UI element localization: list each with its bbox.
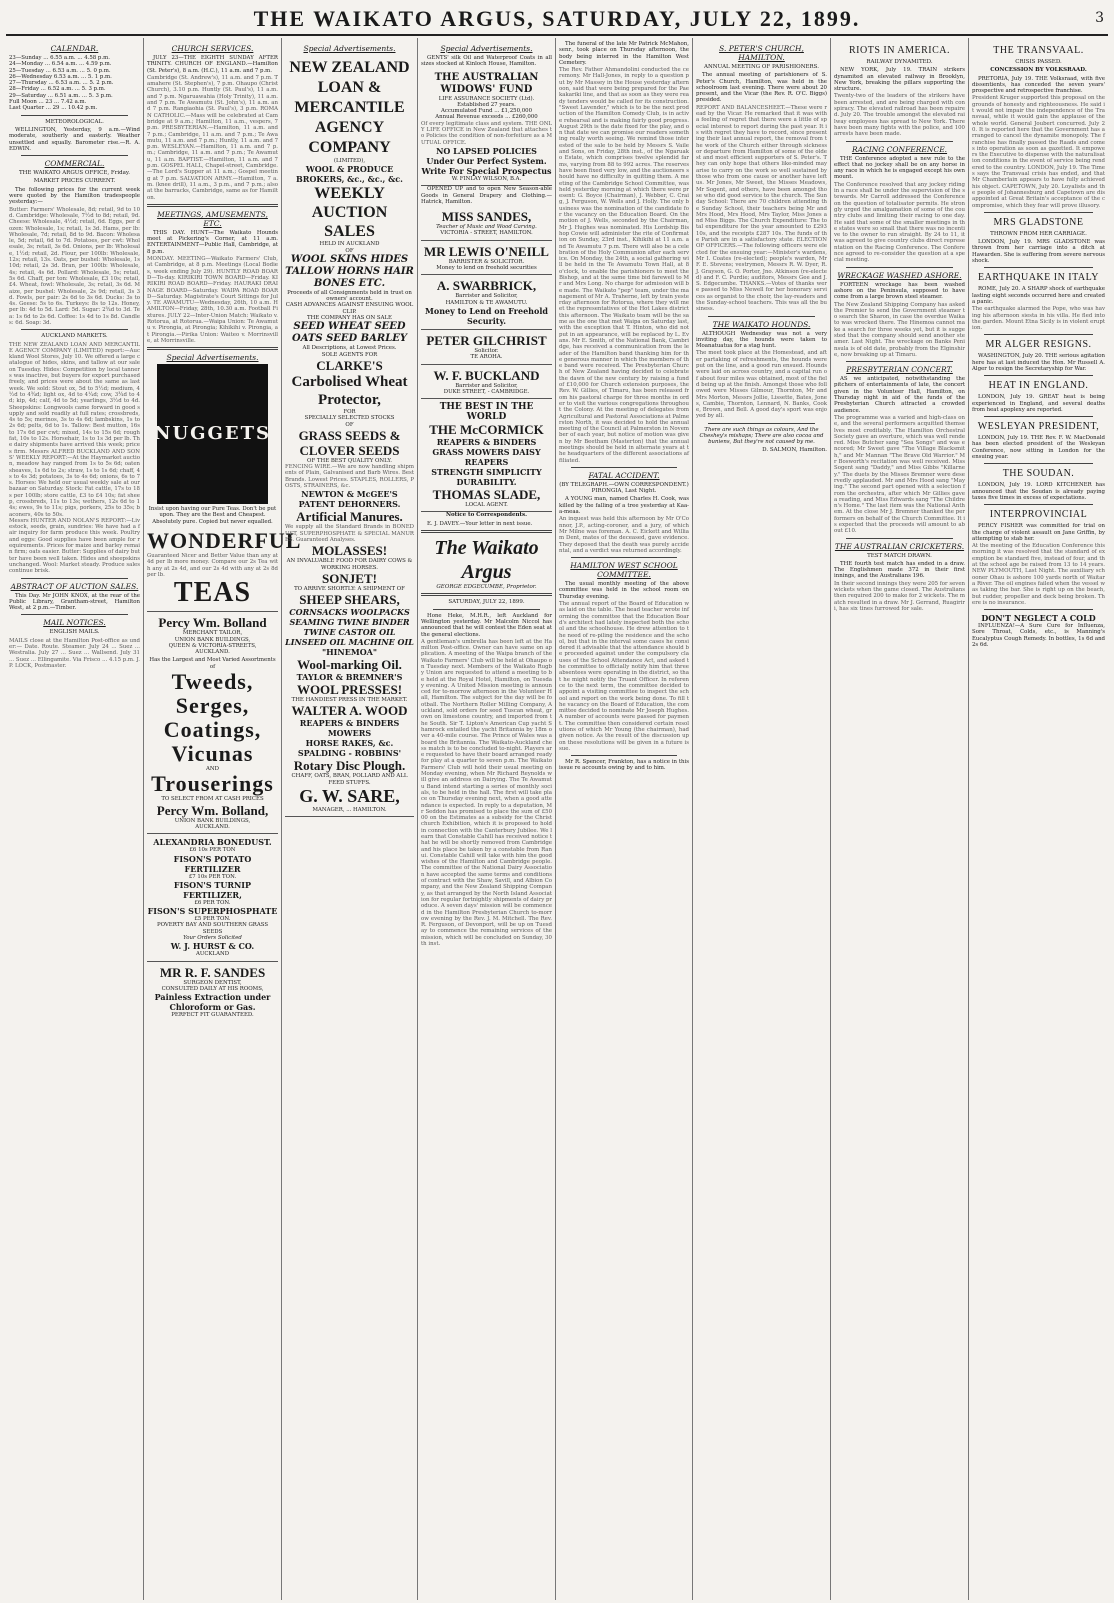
auckland-label-2: AUCKLAND.: [195, 823, 230, 830]
dentist-advertisement: [147, 962, 278, 1022]
body-text: The Conference resolved that any jockey riding in a race shall be under the supervision of the stewards. Mr Carroll addressed the Conference on the question of totalisator permits. He strongly urged the amalgamation of some of the country clubs and limiting their racing to one day. He said that some of the smaller meetings in the states were so small that there was no incentive to the owner to run straight. By 24 to 11, it was agreed to give country clubs direct representation on the Racing Conference. The Conference agreed to re-consider the question at a special meeting.: [834, 181, 965, 264]
newton-mcgee: NEWTON & McGEE'S: [301, 489, 398, 500]
divider: [846, 361, 953, 362]
alexandria-price: £6 10s PER TON: [189, 847, 236, 854]
of-label-2: OF: [345, 421, 354, 428]
riots-text: NEW YORK, July 19. TRAIN strikers dynamited an elevated railway in Brooklyn, New York, breaking the pillars supporting the structure.: [834, 67, 965, 93]
divider: [984, 375, 1093, 376]
walter-wood: WALTER A. WOOD: [291, 703, 408, 719]
soudan-heading: THE SOUDAN.: [1002, 468, 1075, 480]
calendar-heading: CALENDAR.: [50, 44, 99, 53]
mail-subheading: ENGLISH MAILS.: [49, 629, 100, 636]
of-label: OF: [345, 247, 354, 254]
wool-presses: WOOL PRESSES!: [296, 682, 403, 698]
widows-fund-title: THE AUSTRALIAN WIDOWS' FUND: [434, 71, 539, 95]
divider: [21, 115, 128, 116]
body-text: The earthquake alarmed the Pope, who was having his afternoon siesta in his villa. He fled into the garden. Mount Etna Sicily is in violent eruption.: [972, 306, 1105, 332]
nz-loan-title: NEW ZEALAND LOAN & MERCANTILE AGENCY COMPANY: [289, 59, 410, 156]
concession-sub: CONCESSION BY VOLKSRAAD.: [990, 67, 1087, 74]
presbyterian-concert-heading: PRESBYTERIAN CONCERT.: [846, 365, 953, 375]
church-services-heading: CHURCH SERVICES.: [171, 44, 254, 53]
alger-heading: MR ALGER RESIGNS.: [985, 339, 1092, 351]
strength-line: STRENGTH SIMPLICITY DURABILITY.: [431, 467, 542, 488]
spalding-robbins: SPALDING - ROBBINS': [297, 748, 402, 759]
soudan-text: LONDON, July 19. LORD KITCHENER has announced that the Soudan is already paying taxes five times in excess of expectations.: [972, 482, 1105, 501]
body-text: Twenty-two of the leaders of the strikers have been arrested, and are being charged with conspiracy. The elevated railroad has been repaired. July 20. The trouble amongst the elevated railway employees has spread to New York. There have been many fights with the police, and 100 arrests have been made.: [834, 93, 965, 138]
best-in-world: THE BEST IN THE WORLD: [439, 402, 534, 423]
meetings-text: THIS DAY. HUNT—The Waikato Hounds meet at Pickering's Corner, at 11 a.m. ENTERTAINMENT—Public Hall, Cambridge, at 8 p.m.: [147, 229, 278, 255]
nuggets-advertisement-image: NUGGETS: [157, 364, 268, 504]
masthead: [6, 0, 1108, 36]
divider: [433, 609, 540, 610]
solicitor-label: Solicitor.: [474, 347, 499, 354]
orders-solicited: Your Orders Solicited: [183, 935, 242, 941]
consignments-text: Proceeds of all Consignments held in trust on owners' account.: [287, 289, 412, 303]
body-text: The annual report of the Board of Education was laid on the table. The head teacher wrote informing the committee that the Education Board's architect had lately inspected both the school and the schoolhouse. He drew attention to the need of re-piling the residence and the school, but that in the interval some cases he considered it advisable that the attendance should be proceeded against under the compulsory clauses of the School Attendance Act, and asked the committee to officially notify him that three absentees were operating in the district, so that he might notify the Truant Officer. In reference to the next term, the committee decided to appoint a visiting committee to inspect the school and report on the work being done. To fill the vacancy on the Board of Education, the committee decided to nominate Mr Joseph Hughes. A number of accounts were passed for payment. The committee then considered certain resolutions of which Mr Young (the chairman), had given notice. As the result of the discussion upon these resolutions will be given in a future issue.: [559, 601, 689, 752]
body-text: Butter: Farmers' Wholesale, 8d; retail, 9d to 10d. Cambridge: Wholesale, 7½d to 8d; retail, 9d. Cheese: Wholesale, 4½d; retail, 6d. Eggs, per dozen: Wholesale, 1s; retail, 1s 3d. Hams, per lb: Wholesale, 7d; retail, 8d to 9d. Bacon: Wholesale, 5d; retail, 6d to 7d. Potatoes, per cwt: Wholesale, 3s; retail, 3s 6d. Onions, per lb: Wholesale, 1½d; retail, 2d. Flour, per 100lb: Wholesale, 12s; retail, 13s. Oats, per bushel: Wholesale, 1s 10d; retail, 2s 3d. Bran, per 100lb: Wholesale, 4s; retail, 4s 6d. Pollard: Wholesale, 5s; retail, 5s 6d. Chaff, per ton: Wholesale, £3 10s; retail, £4. Wheat, fowl: Wholesale, 3s; retail, 3s 6d. Maize, per bushel: Wholesale, 2s 9d; retail, 3s 3d. Fowls, per pair: 2s 6d to 3s 6d. Ducks: 3s to 4s. Geese: 5s to 6s. Turkeys: 8s to 12s. Honey, per lb: 4d to 5d. Lard: 5d. Sugar: 2¾d to 3d. Tea: 1s 6d to 2s 6d. Coffee: 1s 4d to 1s 8d. Candles: 6d. Soap: 3d.: [9, 206, 140, 326]
queen-victoria-streets: QUEEN & VICTORIA-STREETS,: [168, 642, 257, 649]
divider: [21, 155, 128, 156]
coatings-label: Coatings,: [163, 717, 262, 743]
notice-text: E. J. DAVEY.—Your letter in next issue.: [427, 520, 533, 527]
divider: [984, 504, 1093, 505]
te-aroha: TE AROHA.: [470, 354, 503, 361]
teas-heading: TEAS: [173, 577, 252, 609]
abstract-text: This Day. Mr JOHN KNOX, at the rear of the Public Library, Grantham-street, Hamilton West, at 2 p.m.—Timber.: [9, 592, 140, 612]
column-2: [144, 38, 302, 1600]
duke-street: DUKE STREET, - CAMBRIDGE.: [443, 388, 530, 395]
special-prospectus: Write For Special Prospectus: [421, 165, 552, 176]
heat-heading: HEAT IN ENGLAND.: [988, 380, 1089, 392]
descriptions: All Descriptions, at Lowest Prices.: [302, 345, 397, 352]
buckland-ad: [421, 365, 552, 400]
divider: [147, 347, 278, 350]
auckland-markets-heading: AUCKLAND MARKETS.: [41, 333, 108, 340]
church-text: JULY 23—THE EIGHTH SUNDAY AFTER TRINITY. CHURCH OF ENGLAND.—Hamilton (St. Peter's), 8 a.m. (H.C.), 11 a.m. and 7 p.m.: [147, 55, 278, 74]
column-7: [831, 38, 969, 1600]
divider: [846, 267, 953, 268]
salmon-signature: D. SALMON, Hamilton.: [762, 446, 827, 453]
gladstone-heading: MRS GLADSTONE: [993, 216, 1084, 228]
produce-list: WOOL SKINS HIDES TALLOW HORNS HAIR BONES ETC.: [285, 253, 414, 289]
invaluable-food: AN INVALUABLE FOOD FOR DAIRY COWS & WORKING HORSES.: [286, 558, 413, 571]
racing-text: THE Conference adopted a new rule to the effect that no jockey shall be on any horse in any race in which he is engaged except his own mount.: [834, 155, 965, 181]
divider: [421, 593, 552, 596]
presbyterian-text: AS we anticipated, notwithstanding the pitchers of entertainments of late, the concert given in the Volunteer Hall, Hamilton, on Thursday night in aid of the funds of the Presbyterian Church attracted a crowded audience.: [834, 376, 965, 414]
st-peters-sub: ANNUAL MEETING OF PARISHIONERS.: [704, 64, 819, 70]
body-text: Messrs HUNTER AND NOLAN'S REPORT:—Livestock, seeds, grain, sundries: We have had a fair inquiry for farm produce this week. Poultry and eggs: Good supplies have been ample for requirements. Prices for maize and barley remain firm; oats easier. Butter: Supplies of dairy butter have been well taken. Hides and sheepskins unchanged. Wool: Market steady. Produce sales continue brisk.: [9, 517, 140, 575]
grass-seeds-line: POVERTY BAY AND SOUTHERN GRASS SEEDS: [156, 922, 269, 935]
superphosphate: FISON'S SUPERPHOSPHATE: [147, 906, 278, 917]
drapery-ad: OPENED UP and to open New Season-able Goods in General Drapery and Clothing.—Hatrick, Hamilton.: [421, 186, 552, 205]
no-lapsed-policies: NO LAPSED POLICIES Under Our Perfect System.: [426, 145, 547, 166]
divider: [708, 316, 815, 317]
hinemoa: "HINEMOA": [321, 647, 378, 658]
patent-dehorners: PATENT DEHORNERS.: [298, 499, 401, 510]
body-text: THE NEW ZEALAND LOAN AND MERCANTILE AGENCY COMPANY (LIMITED) report:—Auckland Wool Stores, July 10. We offered a large catalogue of hides, skins, and tallow at our sale on Tuesday. Hides: Competition by local tanners was inactive, but buyers for export purchased freely, and prices were about the same as last week. We sold: Stout ox, 5d to 5½d; medium, 4½d to 4¾d; light ox, 4d to 4¼d; cow, 3¾d to 4d; kip, 4d; calf, 4d to 5d; yearlings, 3½d to 4d. Sheepskins: Longwools came forward in good supply and sold readily at full rates; crossbreds, 4s to 5s; merinos, 3s to 4s 6d; lambskins, 1s to 2s 6d; pelts, 6d to 1s. Tallow: Best mutton, 16s to 17s 6d per cwt; mixed, 14s to 15s 6d; rough fat, 10s to 12s. Horsehair, 1s to 1s 3d per lb. The dairy shipments have arrived this week; prices firm. Messrs ALFRED BUCKLAND AND SONS' WEEKLY REPORT:—At the Haymarket auction, meadow hay ranged from 1s to 5s 6d; oaten sheaves, 1s 6d to 2s; straw, 1s to 1s 6d; chaff, 4s to 4s 3d; potatoes, 3s to 4s 6d; onions, 6s to 7s. Horses: We held our usual weekly sale at our bazaar on Saturday. Stock: Fat cattle, 17s to 18s per 100lb; store cattle, £3 to £4 10s; fat sheep, crossbreds, 11s to 13s; wethers, 12s 6d to 14s; ewes, 9s to 11s; pigs, porkers, 25s to 35s; baconers, 40s to 50s.: [9, 341, 140, 518]
rotary-disc: Rotary Disc Plough.: [293, 758, 406, 774]
wreckage-text: FORTEEN wreckage has been washed ashore on the Peninsula, supposed to have come from a large brown steel steamer.: [834, 281, 965, 301]
widows-fund-advertisement: [421, 69, 552, 187]
interprovincial-heading: INTERPROVINCIAL: [989, 509, 1088, 521]
divider: [21, 329, 128, 330]
issue-date: SATURDAY, JULY 22, 1899.: [448, 599, 525, 606]
commercial-subheading: THE WAIKATO ARGUS OFFICE, Friday.: [18, 170, 131, 177]
divider: [571, 755, 677, 756]
body-text: A gentleman's umbrella has been left at the Hamilton Post-office. Owner can have same on application. A meeting of the Waipa branch of the Waikato Farmers' Club will be held at Ohaupo on Tuesday next. Members of the Waikato Rugby Union are requested to attend a meeting to be held at the Royal Hotel, Hamilton, on Tuesday evening. A United Mission meeting is announced for to-morrow afternoon in the Volunteer Hall, Hamilton. The subject for the day will be football. The Northern Roller Milling Company, Auckland, sold orders for seed Tuscan wheat, grown on limestone country, and imported from the South. Sir T. Lipton's American Cup yacht Shamrock entailed the yacht Britannia by 18m over a 40-mile course. The Prince of Wales was aboard the Britannia. The Waikato-Auckland chess match is to be concluded to-night. Players are requested to have their board arranged ready for play at a quarter to seven p.m. The Waikato Farmers' Club will hold their usual meeting on Monday evening, when Mr Richard Reynolds will give an address on Dairying. The Te Awamutu Band intend starting a series of monthly socials, to be held in the hall. The first will take place on Thursday evening next, when a good attendance is expected. In reply to a deputation, Mr Seddon has promised to place the sum of £5000 on the Estimates as a subsidy for the Christchurch Exhibition, which it is proposed to hold in connection with the Canterbury Jubilee. We learn that Constable Cahill has received notice that he will be shortly removed from Cambridge and his place be taken by a constable from Ranui. Constable Cahill will take with him the good wishes of the Hamilton and Cambridge people. The committee of the National Dairy Association have accepted the same terms and conditions of contract with the Shaw, Savill, and Albion Company, and the New Zealand Shipping Company, as that arranged by the North Island Association for regular fortnightly shipments of dairy produce. A seven days' mission will be commenced in the Hamilton Presbyterian Church to-morrow evening by the Rev. J. M. Mitchell. The Rev. R. Ferguson, of Devonport, will be up on Tuesday to commence the remaining services of the mission, which will be concluded on Sunday, 30th inst.: [421, 638, 552, 948]
column-6: [693, 38, 831, 1600]
market-heading: MARKET PRICES CURRENT.: [33, 178, 116, 185]
chaff-oats: CHAFF, OATS, BRAN, POLLARD AND ALL FEED STUFFS.: [291, 773, 408, 786]
divider: [421, 530, 552, 533]
spencer-notice: Mr R. Spencer, Frankton, has a notice in this issue re accounts owing by and to him.: [559, 759, 689, 772]
seeds-list: SEED WHEAT SEED OATS SEED BARLEY: [292, 321, 407, 345]
arrive-shortly: TO ARRIVE SHORTLY: A SHIPMENT OF: [294, 585, 405, 592]
vicunas-label: Vicunas: [171, 741, 254, 767]
page-number: 3: [1095, 10, 1104, 26]
moon-row: Full Moon ... 23 ... 7.42 a.m.: [9, 99, 87, 106]
wesleyan-text: LONDON, July 19. THE Rev. F. W. MacDonald has been elected president of the Wesleyan Conference, now sitting in London for the ensuing year.: [972, 435, 1105, 461]
riots-sub: RAILWAY DYNAMITED.: [866, 59, 933, 65]
artificial-manures: Artificial Manures.: [296, 509, 403, 525]
annual-revenue: Annual Revenue exceeds ... £260,000: [435, 114, 538, 121]
serges-label: Serges,: [175, 693, 250, 719]
handiest-press: THE HANDIEST PRESS IN THE MARKET.: [291, 697, 408, 704]
swarbrick-name: A. SWARBRICK,: [436, 278, 537, 294]
fatal-accident-text: A YOUNG man, named Charles H. Cook, was killed by the falling of a tree yesterday at Kaa-a-meaa.: [559, 496, 689, 516]
divider: [984, 212, 1093, 213]
body-text: The programme was a varied and high-class one, and the several performers acquitted themselves most creditably. The Hamilton Orchestral Society gave an overture, which was well rendered. Miss Butcher sang "Sea Songs" and was encored; Mr Sweet gave "The Village Blacksmith," and Mr Mannan "The Brave Old Warrior." Mr Bosworth's recitation was well received. Miss Sogent sang "Daddy," and Miss Gibbs "Killarney." The duets by the Misses Bremner were deservedly applauded. Mr and Mrs Hood sang "Maying." The second part opened with a selection from the orchestra, after which Mr Gillies gave a reading, and Miss Edwards sang "The Children's Home." The last item was the National Anthem. At the close Mr J. Bremner thanked the performers on behalf of the Church Committee. It is expected that the proceeds will amount to about £10.: [834, 414, 965, 535]
and-label: AND: [206, 766, 219, 773]
body-text: Cambridge (St. Andrew's), 11 a.m. and 7 p.m. Tamahere (St. Stephen's), 7 p.m. Ohaupo (Christ Church), 3.10 p.m. Huntly (St. Paul's), 11 a.m. and 7 p.m. Ngaruawahia (Holy Trinity), 11 a.m. and 7 p.m. Te Awamutu (St. John's), 11 a.m. and 7 p.m. Rangiaohia (St. Paul's), 3 p.m. ROMAN CATHOLIC.—Mass will be celebrated at Cambridge at 9 a.m.; Hamilton, 11 a.m., vespers, 7 p.m. PRESBYTERIAN.—Hamilton, 11 a.m. and 7 p.m.; Cambridge, 11 a.m. and 7 p.m.; Te Awamutu, 11 a.m. and 7 p.m.; Huntly, 11 a.m. and 7 p.m. WESLEYAN.—Hamilton, 11 a.m. and 7 p.m.; Cambridge, 11 a.m. and 7 p.m.; Te Awamutu, 11 a.m. BAPTIST.—Hamilton, 11 a.m. and 7 p.m. GOSPEL HALL, Chapel-street, Cambridge.—The Lord's Supper at 11 a.m.; Gospel meeting at 7 p.m. SALVATION ARMY.—Hamilton, 7 a.m. (knee drill), 11 a.m., 3 p.m., and 7 p.m.; also at the barracks, Cambridge, same as for Hamilton.: [147, 74, 278, 201]
body-text: REPORT AND BALANCESHEET.—These were read by the Vicar. He remarked that it was with a feeling of regret that there were a little of special interest to report during the past year. It is with regret they have to record, since presenting their last annual report, the removal from the work of the Church either through sickness or departure from Hamilton of some of the oldest and most efficient supporters of S. Peter's. They can only hope that others like-minded may arise to carry on the work so well sustained by those who from one cause or another have left us. Mr Jones, Mr Sweet, the Misses Meadows, Mr Sogent, and others, have been amongst those who did good service to the church. The Sunday School: There are 70 children attending the Sunday School, their teachers being Mr and Mrs Hood, Mrs Hood, Mrs Taylor, Miss Jones and Miss Biggs. The Church Expenditure: The total expenditure for the year amounted to £293 10s, and the receipts £287 10s. The funds of the Parish are in a satisfactory state. ELECTION OF OFFICERS.—The following officers were elected for the ensuing year:—Minister's wardens, Mr I. Coates (re-elected); people's warden, Mr F. E. Stevens; vestrymen, Messrs R. W. Dyer, R. J. Grayson, G. O. Porter, Jno. Atkinson (re-elected) and F. C. Purdie; auditors, Messrs Gee and J. S. Edgecumbe. THANKS.—Votes of thanks were passed to Miss Newell for her honorary services as organist to the choir, the lay-readers and the Sunday-school teachers. This was all the business.: [696, 104, 827, 313]
transvaal-heading: THE TRANSVAAL.: [993, 45, 1084, 56]
argus-title: The Waikato Argus: [434, 537, 539, 584]
column-3: [282, 38, 418, 1600]
select-label: TO SELECT FROM AT CASH PRICES: [161, 796, 264, 803]
cornsacks-list: CORNSACKS WOOLPACKS SEAMING TWINE BINDER TWINE CASTOR OIL LINSEED OIL MACHINE OIL: [285, 607, 414, 648]
alger-text: WASHINGTON, July 20. THE serious agitation here has at last induced the Hon. Mr Russell A. Alger to resign the Secretaryship for War.: [972, 353, 1105, 372]
swarbrick-sub: Barrister and Solicitor,: [455, 293, 518, 300]
test-match-sub: TEST MATCH DRAWN.: [867, 552, 932, 559]
divider: [984, 416, 1093, 417]
mccormick-ad: [421, 399, 552, 512]
column-4: [418, 38, 556, 1600]
clarkes-label: CLARKE'S: [316, 357, 383, 373]
assortment-text: Has the Largest and Most Varied Assortments of: [149, 657, 276, 670]
body-text: The Rev. Father Ahmandolini conducted the ceremony. Mr Hall-Jones, in reply to a question put by Mr Massey in the House yesterday afternoon, said that were being prepared for the Paekakariki line, and that as soon as they were ready tenders would be called for its construction. "Sweet Lavender," which is to be the next production of the Hamilton Comedy Club, is in active rehearsal and is making fairly good progress. August 29th is the date fixed for the play, and on that date we can promise our readers something really worth seeing. We remind those interested of the sale to be held by Messrs S. Vaile and Sons, on Friday, 28th inst., of the Ngaruako Estate, which comprises twelve splendid farms, varying from 88 to 992 acres. The reserves have been fixed very low, and the auctioneers should have no difficulty in quitting them. A meeting of the Cambridge School Committee, was held yesterday morning at which there were present: G. Boyce (Chairman), J. Webber, C. Craig, J. Ferguson, W. Wells and J. Holly. The only business was the nomination of the candidate for the vacancy on the Education Board. On the motion of J. Wells, seconded by the Chairman, Mr J. Hughes was nominated. His Lordship Bishop Cowie will administer the rite of Confirmation on Sunday, 23rd inst., Kihikihi at 11 a.m. and Te Awamutu 7 p.m. There will also be a celebration of the Holy Communion after each service. On Monday, the 24th, a social gathering will be held in the Te Awamutu Town Hall, at 8 o'clock, to enable the parishioners to meet the Bishop, and at the same time bid farewell to Mr and Mrs Long. No charge for admission will be made. The Waikato "pep" team, under the management of Mr A. Traherne, left by train yesterday afternoon for Rotorua, where they will meet the representatives of the Hot Lakes district this afternoon. The Waikato team will be the same as the one that met Waipa on Saturday last, with the exception that T. Hinton, who did not put in an appearance, will be replaced by L. Evans. Mr E. Smith, of the National Bank, Cambridge, has received a communication from the leader of the Hamilton band thanking him for the generous manner in which the members of the band were received. The Presbyterian Church of New Zealand having decided to celebrate the dawn of the new century by raising a fund of £10,000 for Church extension purposes, the Rev. W. Gillies, of Timaru, has been released from his pastoral charge for three months in order to visit the various congregations throughout the Colony. At the meeting of delegates from Agricultural and Pastoral Associations at Palmerston North, it was decided to hold the annual meeting of the Council at Palmerston in November of each year, but notice of motion was given by Mr Beetham (Masterton) that the annual meetings should be held in alternate years at the headquarters of the different associations affiliated.: [559, 67, 690, 464]
perfect-fit: PERFECT FIT GUARANTEED.: [171, 1012, 254, 1019]
market-text: The following prices for the current week were quoted by the Hamilton tradespeople yesterday:—: [9, 186, 140, 206]
bolland-advertisement: [147, 612, 278, 834]
auckland-label: AUCKLAND.: [195, 649, 230, 656]
crisis-passed: CRISIS PASSED.: [1015, 59, 1062, 65]
miss-sandes: MISS SANDES,: [441, 209, 532, 225]
barrister-label: BARRISTER & SOLICITOR.: [448, 258, 525, 265]
local-agent: LOCAL AGENT.: [465, 502, 508, 509]
body-text: The New Zealand Shipping Company has asked the Premier to send the Government steamer to search the Sharon, in case the overdue Waikato was wrecked there. The Hinemoa cannot make a search for three weeks yet, but it is suggested that the company should send another steamer. Last Night. The wreckage on Banks Peninsula is of old date, probably from the Elginshire, now breaking up at Timaru.: [834, 301, 966, 358]
sheep-shears: SHEEP SHEARS,: [299, 592, 400, 608]
body-text: The meet took place at the Homestead, and after partaking of refreshments, the hounds were put on the line, and a good run ensued. Hounds were laid on across country, and a capital run of about four miles was obtained, most of the field being up at the finish. Amongst those who followed were Misses Gilmour, Thornton, Mr and Mrs Morton, Messrs Jollie, Lissette, Bates, Jones, Cambie, Thornton, Lennard, N. Banks, Cooke, Brown, and Bell. A good day's sport was enjoyed by all.: [696, 350, 827, 420]
divider: [21, 614, 128, 615]
st-peters-text: The annual meeting of parishioners of S. Peter's Church, Hamilton, was held in the schoolroom last evening. There were about 20 present, and the Vicar (the Rev. R. O'C. Biggs) presided.: [696, 72, 827, 104]
hurst-town: AUCKLAND: [195, 951, 230, 958]
thomas-slade: THOMAS SLADE,: [432, 487, 541, 503]
newspaper-title: THE WAIKATO ARGUS, SATURDAY, JULY 22, 1899.: [253, 6, 861, 31]
gladstone-sub: THROWN FROM HER CARRIAGE.: [990, 230, 1087, 237]
divider: [846, 538, 953, 539]
gents-coats-ad: GENTS' silk Oil and Waterproof Coats in all sizes stocked at Kinloch House, Hamilton.: [421, 55, 552, 68]
taylor-bremner: TAYLOR & BREMNER'S: [296, 672, 403, 683]
newspaper-page: [6, 0, 1108, 1603]
divider: [984, 267, 1093, 268]
special-ads-heading: Special Advertisements.: [166, 353, 259, 363]
widows-fund-est: Established 27 years.: [457, 101, 516, 108]
union-bank-buildings: UNION BANK BUILDINGS,: [174, 636, 251, 643]
calendar-row: 25—Tuesday ... 6.53 a.m. ... 5. 0 p.m.: [9, 67, 111, 74]
wesleyan-heading: WESLEYAN PRESIDENT,: [977, 421, 1100, 433]
body-text: FENCING WIRE.—We are now handling shipments of Plain, Galvanised and Barb Wires. Best Brands. Lowest Prices. STAPLES, ROLLERS, POSTS, STRAINERS, &c.: [285, 464, 414, 490]
mail-notices-heading: MAIL NOTICES.: [43, 618, 106, 628]
body-text: Guaranteed Nicer and Better Value than any at 4d per lb more money. Compare our 2s Tea with any at 2s 4d, and our 2s 4d with any at 2s 8d per lb.: [147, 553, 278, 578]
cricketers-heading: THE AUSTRALIAN CRICKETERS.: [834, 541, 965, 551]
company-has: THE COMPANY HAS ON SALE: [307, 315, 392, 322]
body-text: An inquest was held this afternoon by Mr O'Connor, J.P., acting-coroner, and a jury, of which Mr Milne was foreman. A. C. Eickett and William Dent, mates of the deceased, gave evidence. They deposed that the death was purely accidental, and a verdict was returned accordingly.: [559, 516, 689, 554]
body-text: MONDAY. MEETING—Waikato Farmers' Club, at Cambridge, at 8 p.m. Meetings (Local Bodies, week ending July 29). HUNTLY ROAD BOARD—To-day. KIRIKIRI TOWN BOARD—Friday. KIRIKIRI ROAD BOARD—Friday. HAURAKI DRAINAGE BOARD—Saturday. WAIPA ROAD BOARD—Saturday. Magistrate's Court Sittings for July. TE AWAMUTU—Wednesday, 26th, 10 a.m. HAMILTON—Friday, 28th, 10.30 a.m. Football Fixtures. JULY 22—Inter-Union Match: Waikato v. Rotorua, at Rotorua.—Waipa Union: Te Awamutu v. Pirongia, at Pirongia; Kihikihi v. Pirongia, at Pirongia.—Pirika Union: Waiteo v. Morrinsville, at Morrinsville.: [147, 256, 278, 344]
body-text: Of every legitimate class and system. THE ONLY LIFE OFFICE in New Zealand that attaches to Policies the condition of non-forfeiture as a MUTUAL OFFICE.: [421, 120, 552, 146]
calendar-row: 23—Sunday ... 6.55 a.m. ... 4.58 p.m.: [9, 55, 110, 61]
heat-text: LONDON, July 19. GREAT heat is being experienced in England, and several deaths from heat apoplexy are reported.: [972, 394, 1105, 413]
column-1: [6, 38, 144, 1600]
potato-price: £7 10s PER TON.: [188, 873, 237, 880]
tea-advertisement: [147, 526, 302, 612]
divider: [21, 578, 128, 579]
calendar-row: 24—Monday ... 6.54 a.m. ... 4.59 p.m.: [9, 61, 112, 68]
best-quality: OF THE BEST QUALITY ONLY.: [307, 457, 392, 464]
interprovincial-text: PERCY FISHER was committed for trial on the charge of violent assault on Jane Griffin, by attempting to stab her.: [972, 523, 1105, 542]
victoria-street: VICTORIA - STREET, HAMILTON.: [440, 230, 533, 237]
proprietor-line: GEORGE EDGECUMBE, Proprietor.: [436, 584, 537, 591]
mowers-label: MOWERS: [327, 728, 372, 739]
accumulated-fund: Accumulated Fund ... £1,250,000: [440, 108, 532, 115]
fatal-accident-sub: (BY TELEGRAPH.—OWN CORRESPONDENT.) PIRONGIA, Last Night.: [559, 481, 689, 495]
molasses: MOLASSES!: [311, 543, 388, 559]
gladstone-text: LONDON, July 19. MRS GLADSTONE was thrown from her carriage into a ditch at Hawarden. She is suffering from severe nervous shock.: [972, 239, 1105, 265]
notice-heading: Notice to Correspondents.: [445, 512, 528, 519]
percy-bolland-name: Percy Wm. Bolland: [158, 615, 267, 631]
divider: [984, 609, 1093, 610]
body-text: In their second innings they were 205 for seven wickets when the game closed. The Australians then required 200 to make for 2 wickets. The match resulted in a draw. Mr J. Gerrand, Ruagiriri, has six tines furrowed for sale.: [834, 580, 965, 612]
moon-row: Last Quarter ... 29 ... 10.42 p.m.: [9, 105, 98, 112]
horse-rakes: HORSE RAKES, &c.: [305, 738, 394, 749]
divider: [846, 141, 953, 142]
alexandria-bonedust: ALEXANDRIA BONEDUST.: [153, 837, 272, 848]
lead-text: Hone Heke, M.H.R., left Auckland for Wellington yesterday. Mr Malcolm Niccol has announced that he will contest the Eden seat at the general elections.: [421, 612, 552, 638]
sonjet: SONJET!: [322, 570, 377, 586]
money-lend: Money to lend on freehold securities: [436, 265, 537, 272]
st-peters-heading: S. PETER'S CHURCH, HAMILTON.: [719, 44, 804, 62]
sare-name: G. W. SARE,: [299, 786, 400, 807]
tweeds-label: Tweeds,: [171, 669, 254, 695]
calendar-row: 28—Friday ... 6.52 a.m. ... 5. 3 p.m.: [9, 86, 106, 93]
special-ads-heading: Special Advertisements.: [303, 44, 396, 53]
union-bank-buildings-2: UNION BANK BUILDINGS,: [174, 817, 251, 824]
body-text: We supply all the Standard Brands in BONEDUST, SUPERPHOSPHATE & SPECIAL MANURES. Guaranteed Analyses.: [285, 524, 414, 543]
limited-label: (LIMITED),: [333, 158, 366, 164]
sole-agents: SOLE AGENTS FOR: [321, 351, 378, 358]
fatal-accident-heading: FATAL ACCIDENT.: [588, 470, 660, 480]
manager-label: MANAGER, ... HAMILTON.: [312, 807, 387, 814]
potato-fertilizer: FISON'S POTATO FERTILIZER: [173, 853, 252, 874]
weekly-auction: WEEKLY AUCTION SALES: [311, 185, 388, 241]
cricket-text: THE fourth test match has ended in a draw. The Englishmen made 372 in their first innings, and the Australians 196.: [834, 560, 965, 580]
cash-advances: CASH ADVANCES AGAINST ENSUING WOOL CLIP.: [285, 302, 414, 315]
carbolised-protector: Carbolised Wheat Protector,: [291, 373, 408, 408]
verse-text: There are such things as colours, And the Cheshey's mishaps; There are also cocoa and buniens, But they're not caused by me.: [699, 426, 824, 446]
divider: [571, 557, 677, 558]
buckland-name: W. F. BUCKLAND: [433, 367, 540, 383]
swarbrick-ad: [421, 275, 552, 330]
nz-loan-advertisement: [285, 55, 414, 817]
earthquake-heading: EARTHQUAKE IN ITALY: [978, 272, 1099, 284]
nuggets-caption: Insist upon having our Pure Teas. Don't be put upon. They are the Best and Cheapest. Absolutely pure. Copied but never equalled.: [148, 506, 277, 525]
earthquake-text: ROME, July 20. A SHARP shock of earthquake lasting eight seconds occurred here and created a panic.: [972, 286, 1105, 305]
wonderful-heading: WONDERFUL: [147, 528, 302, 554]
agent-name: W. FINLAY WILSON, B.A.: [451, 175, 522, 182]
mccormick-title: THE McCORMICK: [429, 422, 544, 438]
wool-marking-oil: Wool-marking Oil.: [297, 657, 402, 673]
buckland-sub: Barrister and Solicitor,: [455, 382, 518, 389]
special-ads-heading: Special Advertisements.: [440, 44, 533, 53]
lewis-oneill: MR LEWIS O'NEILL: [424, 243, 549, 259]
swarbrick-money: Money to Lend on Freehold Security.: [425, 305, 548, 326]
transvaal-text: PRETORIA, July 19. THE Volksraad, with five dissentients, has conceded the seven years' prospective and retrospective franchise.: [972, 75, 1105, 95]
body-text: MAILS close at the Hamilton Post-office as under:— Date. Route. Steamer. July 24 ... Suez ... Westralia. July 27 ... Suez ... Wallsend. July 31 ... Suez ... Ellingamite. Via Frisco ... 4.15 p.m. J. P. LOCK, Postmaster.: [9, 637, 140, 669]
hounds-text: ALTHOUGH Wednesday was not a very inviting day, the hounds were taken to Moanatuatua for a stag hunt.: [696, 330, 827, 350]
divider: [984, 334, 1093, 335]
widows-fund-sub: LIFE ASSURANCE SOCIETY (Ltd).: [438, 95, 535, 102]
superphosphate-price: £5 PER TON.: [194, 916, 231, 923]
body-text: President Kruger supported this proposal on the grounds of honesty and righteousness. He said it would not impair the independence of the Transvaal, while it would gain the applause of the whole world. General Joubert concurred. July 20. It is reported here that the Government has arranged to cancel the dynamite monopoly. The franchise has finally passed the Raads and comes into operation as soon as gazetted. It empowers the Executive to dispense with the naturalisation conditions in the event of service being rendered to the country. LONDON, July 19. The Times says the Transvaal crisis has ended, and that Mr Chamberlain appears to have fully achieved his object. CAPETOWN, July 20. Loyalists and the people of Johannesburg and Capetown are disappointed at Great Britain's acceptance of the compromise, which they fear will prove illusory.: [972, 95, 1105, 209]
turnip-price: £6 PER TON.: [194, 899, 231, 906]
oneill-ad: [421, 241, 552, 276]
calendar-row: 26—Wednesday 6.53 a.m. ... 5. 1 p.m.: [9, 73, 112, 80]
divider: [984, 463, 1093, 464]
body-text: At the meeting of the Education Conference this morning it was resolved that the standard of exemption be standard five, instead of four, and that the school age be raised from 13 to 14 years. NEW PLYMOUTH, Last Night. The auxiliary schooner Ohau is ashore 100 yards north of Waitara River. The oil engines failed when the vessel was taking the bar. She is right up on the beach, but rudder, propeller and deck being broken. There is no insurance.: [972, 543, 1105, 606]
commercial-heading: COMMERCIAL.: [44, 159, 105, 169]
school-committee-text: The usual monthly meeting of the above committee was held in the school room on Thursday evening.: [559, 581, 689, 600]
column-5: [556, 38, 693, 1600]
divider: [147, 204, 278, 207]
meteorological-heading: METEOROLOGICAL.: [45, 118, 104, 125]
columns: [6, 38, 1108, 1600]
mccormick-lines: REAPERS & BINDERS GRASS MOWERS DAISY REAPERS: [432, 437, 541, 468]
calendar-row: 29—Saturday ... 6.51 a.m. ... 5. 3 p.m.: [9, 92, 113, 99]
lead-text: The funeral of the late Mr Patrick McMahon, senr., took place on Thursday afternoon, the body being interred in the Hamilton West Cemetery.: [559, 41, 689, 66]
grass-seeds: GRASS SEEDS & CLOVER SEEDS: [298, 427, 401, 458]
dont-neglect-cold: DON'T NEGLECT A COLD: [981, 613, 1096, 624]
merchant-tailor: MERCHANT TAILOR,: [182, 630, 243, 637]
held-in-auckland: HELD IN AUCKLAND: [319, 241, 380, 248]
trouserings-label: Trouserings: [151, 771, 274, 797]
gilchrist-ad: [421, 330, 552, 365]
turnip-fertilizer: FISON'S TURNIP FERTILIZER,: [173, 879, 252, 900]
hurst-company: W. J. HURST & CO.: [170, 941, 255, 952]
miss-sandes-ad: [421, 206, 552, 241]
music-teacher: Teacher of Music and Wood Carving.: [436, 224, 537, 231]
fertilizer-advertisement: [147, 834, 278, 961]
divider: [708, 423, 815, 424]
painless-extraction: Painless Extraction under Chloroform or Gas.: [154, 992, 271, 1013]
reapers-binders: REAPERS & BINDERS: [299, 718, 400, 729]
sandes-name: MR R. F. SANDES: [159, 964, 266, 980]
surgeon-dentist: SURGEON DENTIST,: [183, 979, 242, 986]
riots-heading: RIOTS IN AMERICA.: [848, 45, 950, 56]
wreckage-heading: WRECKAGE WASHED ASHORE.: [837, 270, 962, 280]
influenza-text: INFLUENZA!—A Sure Cure for Influenza, Sore Throat, Colds, etc., is Manning's Eucalyptus Cough Remedy. In bottles, 1s 6d and 2s 6d.: [972, 623, 1105, 648]
wool-brokers: WOOL & PRODUCE BROKERS, &c., &c., &c.: [296, 164, 403, 185]
calendar-row: 27—Thursday ... 6.53 a.m. ... 5. 2 p.m.: [9, 80, 114, 87]
school-committee-heading: HAMILTON WEST SCHOOL COMMITTEE.: [570, 561, 678, 580]
column-8: [969, 38, 1108, 1600]
racing-conference-heading: RACING CONFERENCE.: [851, 144, 948, 154]
for-label: FOR: [343, 408, 356, 415]
waikato-hounds-heading: THE WAIKATO HOUNDS.: [712, 319, 811, 329]
selected-stocks: SPECIALLY SELECTED STOCKS: [304, 415, 395, 422]
meetings-heading: MEETINGS, AMUSEMENTS, ETC.: [157, 209, 268, 228]
consulted-daily: CONSULTED DAILY AT HIS ROOMS,: [161, 985, 264, 992]
meteorological-text: WELLINGTON, Yesterday, 9 a.m.—Wind moderate, southerly and easterly. Weather unsettled and squally. Barometer rise.—R. A. EDWIN.: [9, 126, 140, 152]
percy-bolland-name-2: Percy Wm. Bolland,: [156, 802, 269, 818]
swarbrick-place: HAMILTON & TE AWAMUTU.: [445, 299, 528, 306]
abstract-heading: ABSTRACT OF AUCTION SALES.: [10, 581, 139, 591]
divider: [571, 467, 677, 468]
gilchrist-name: PETER GILCHRIST: [426, 332, 547, 348]
